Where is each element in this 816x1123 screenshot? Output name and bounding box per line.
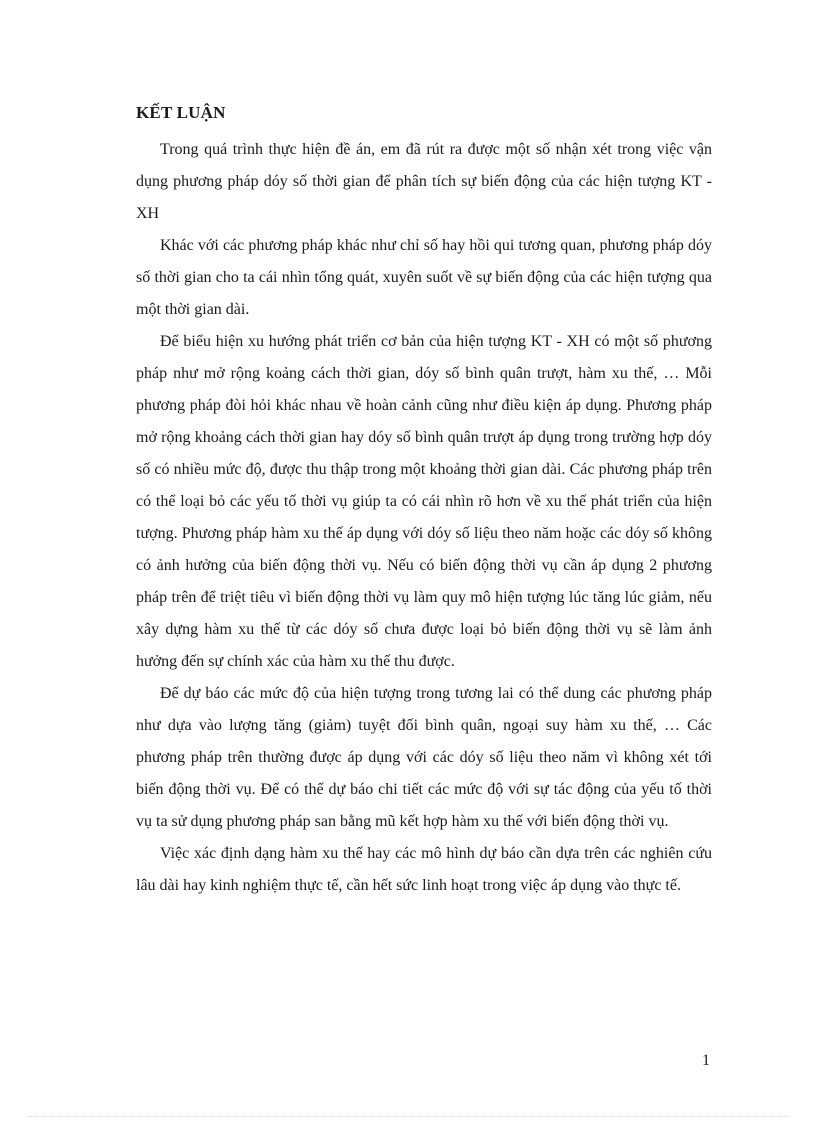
paragraph-1: Trong quá trình thực hiện đề án, em đã rút ra được một số nhận xét trong việc vận dụng phương pháp dóy số thời gian để phân tích sự biến động của các hiện tượng KT - XH	[136, 141, 712, 222]
paragraph-3: Để biểu hiện xu hướng phát triển cơ bản của hiện tượng KT - XH có một số phương pháp như mở rộng koảng cách thời gian, dóy số bình quân trượt, hàm xu thế, … Mỗi phương pháp đòi hỏi khác nhau về hoàn cảnh cũng như điều kiện áp dụng. Phương pháp mở rộng khoảng cách thời gian hay dóy số bình quân trượt áp dụng trong trường hợp dóy số có nhiều mức độ, được thu thập trong một khoảng thời gian dài. Các phương pháp trên có thể loại bỏ các yếu tố thời vụ giúp ta có cái nhìn rõ hơn về xu thế phát triển của hiện tượng. Phương pháp hàm xu thế áp dụng với dóy số liệu theo năm hoặc các dóy số không có ảnh hưởng của biến động thời vụ. Nếu có biến động thời vụ cần áp dụng 2 phương pháp trên để triệt tiêu vì biến động thời vụ làm quy mô hiện tượng lúc tăng lúc giảm, nếu xây dựng hàm xu thế từ các dóy số chưa được loại bỏ biến động thời vụ sẽ làm ảnh hưởng đến sự chính xác của hàm xu thế thu được.	[136, 333, 712, 670]
paragraph-5: Việc xác định dạng hàm xu thế hay các mô hình dự báo cần dựa trên các nghiên cứu lâu dài hay kinh nghiệm thực tế, cần hết sức linh hoạt trong việc áp dụng vào thực tế.	[136, 845, 712, 894]
body-text	[136, 134, 712, 902]
footer-divider	[28, 1116, 788, 1117]
paragraph-2: Khác với các phương pháp khác như chỉ số hay hồi qui tương quan, phương pháp dóy số thời gian cho ta cái nhìn tổng quát, xuyên suốt về sự biến động của các hiện tượng qua một thời gian dài.	[136, 237, 712, 318]
page-heading: KẾT LUẬN	[136, 103, 226, 122]
page-number: 1	[702, 1052, 710, 1069]
paragraph-4: Để dự báo các mức độ của hiện tượng trong tương lai có thể dung các phương pháp như dựa vào lượng tăng (giảm) tuyệt đối bình quân, ngoại suy hàm xu thế, … Các phương pháp trên thường được áp dụng với các dóy số liệu theo năm vì không xét tới biến động thời vụ. Để có thể dự báo chi tiết các mức độ với sự tác động của yếu tố thời vụ ta sử dụng phương pháp san bằng mũ kết hợp hàm xu thế với biến động thời vụ.	[136, 685, 712, 830]
